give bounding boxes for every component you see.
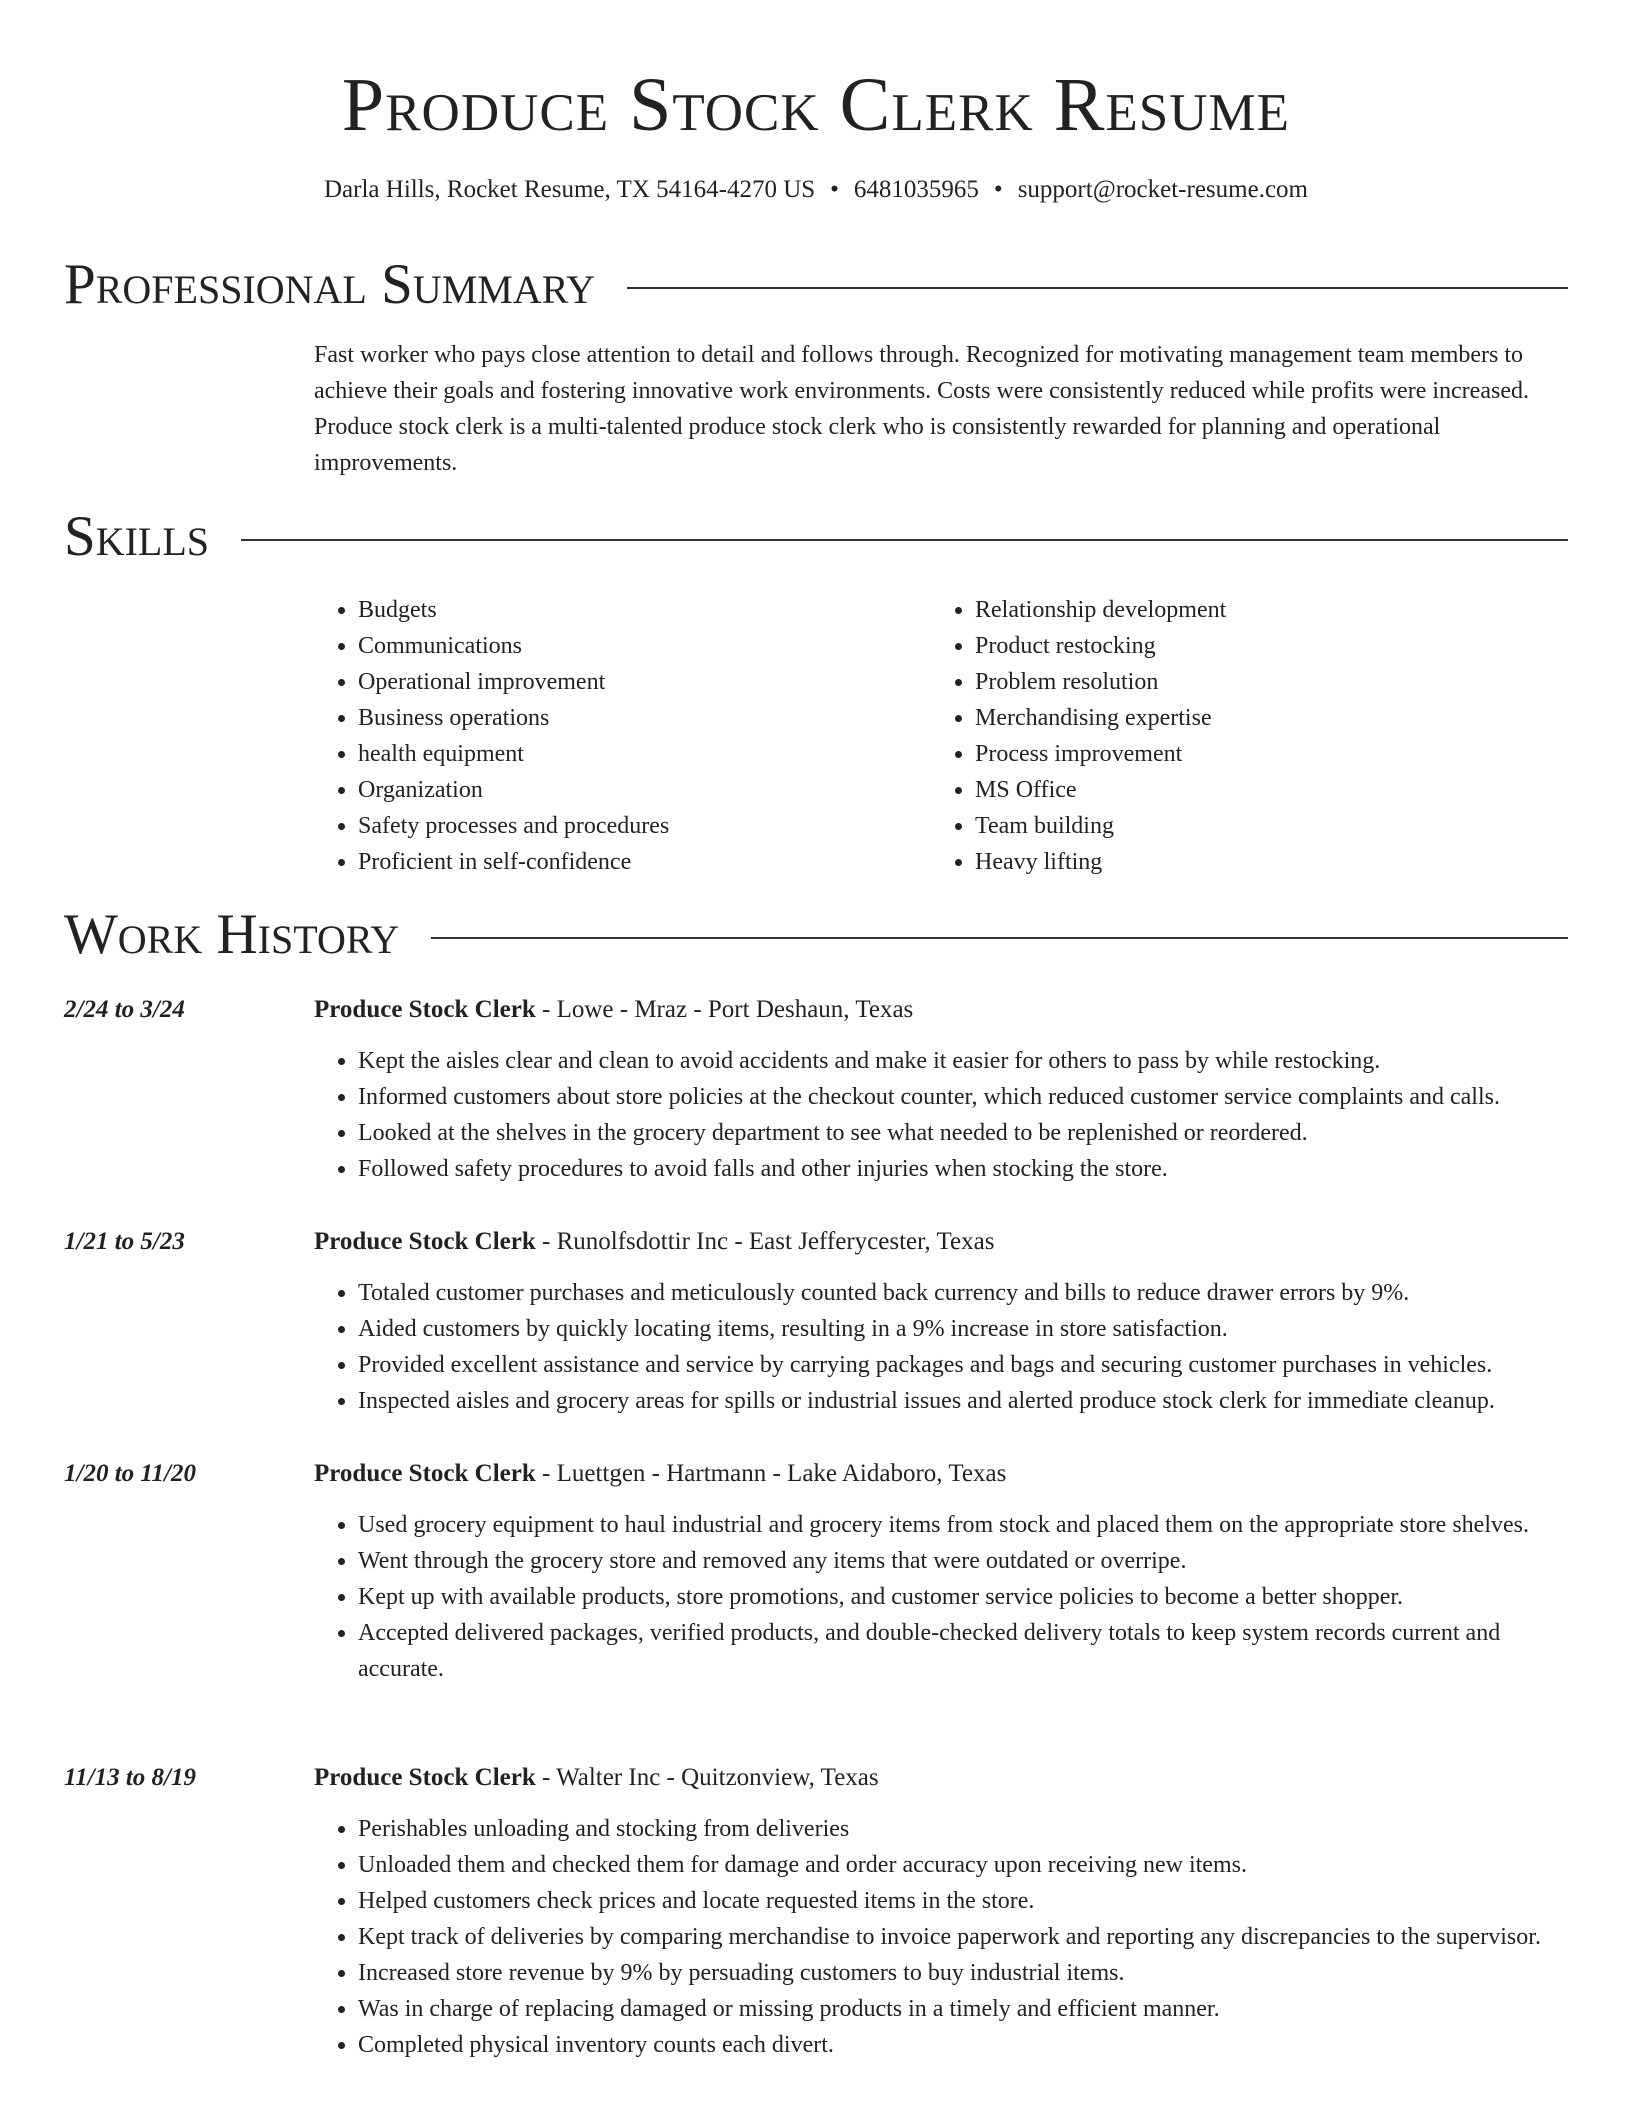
section-divider [431,937,1568,939]
job-bullet: • Increased store revenue by 9% by persuading customers to buy industrial items. [358,1955,1568,1991]
section-title-skills: Skills [64,505,210,568]
contact-line [0,174,1632,206]
job-bullet: • Unloaded them and checked them for damage and order accuracy upon receiving new items. [358,1847,1568,1883]
job-heading [314,1456,1568,1492]
section-header-skills [64,505,1568,569]
job-bullet: • Inspected aisles and grocery areas for spills or industrial issues and alerted produce stock clerk for immediate cleanup. [358,1383,1568,1419]
job-bullet: • Perishables unloading and stocking from deliveries [358,1811,1568,1847]
job-employer: - Luettgen - Hartmann - Lake Aidaboro, Texas [535,1460,1007,1487]
contact-phone: 6481035965 [853,176,979,203]
job-employer: - Lowe - Mraz - Port Deshaun, Texas [535,996,914,1023]
skill-item: • Safety processes and procedures [358,808,931,844]
job-bullet: • Totaled customer purchases and meticulously counted back currency and bills to reduce drawer errors by 9%. [358,1275,1568,1311]
job-heading [314,1224,1568,1260]
job-employer: - Walter Inc - Quitzonview, Texas [535,1764,879,1791]
job-bullet: • Aided customers by quickly locating items, resulting in a 9% increase in store satisfaction. [358,1311,1568,1347]
skill-item: • Proficient in self-confidence [358,844,931,880]
job-bullet: • Went through the grocery store and removed any items that were outdated or overripe. [358,1543,1568,1579]
job-heading [314,992,1568,1028]
section-title-summary: Professional Summary [64,253,596,316]
contact-address: Darla Hills, Rocket Resume, TX 54164-4270 US [324,176,816,203]
skill-item: • Organization [358,772,931,808]
job-bullet: • Accepted delivered packages, verified products, and double-checked delivery totals to keep system records current and accurate. [358,1615,1568,1687]
contact-separator: • [830,176,839,203]
section-header-work [64,903,1568,967]
job-bullet: • Completed physical inventory counts each divert. [358,2027,1568,2063]
job-bullets [314,1043,1568,1187]
skill-item: • Communications [358,628,931,664]
job-entry [64,1760,1568,2063]
job-title: Produce Stock Clerk [314,1460,536,1487]
job-bullet: • Provided excellent assistance and service by carrying packages and bags and securing customer purchases in vehicles. [358,1347,1568,1383]
skill-item: • Process improvement [975,736,1568,772]
job-bullet: • Kept track of deliveries by comparing merchandise to invoice paperwork and reporting any discrepancies to the supervisor. [358,1919,1568,1955]
skill-item: • Business operations [358,700,931,736]
summary-text: Fast worker who pays close attention to detail and follows through. Recognized for motivating management team members to achieve their goals and fostering innovative work environments. Costs were consistently reduced while profits were increased. Produce stock clerk is a multi-talented produce stock clerk who is consistently rewarded for planning and operational improvements. [314,342,1529,476]
skills-list [314,592,1568,880]
job-employer: - Runolfsdottir Inc - East Jefferycester, Texas [535,1228,995,1255]
skills-column-left [314,592,931,880]
job-dates: 1/20 to 11/20 [64,1460,196,1487]
job-entry [64,1456,1568,1687]
job-bullets [314,1811,1568,2063]
job-bullet: • Kept up with available products, store promotions, and customer service policies to become a better shopper. [358,1579,1568,1615]
job-bullet: • Informed customers about store policies at the checkout counter, which reduced customer service complaints and calls. [358,1079,1568,1115]
job-title: Produce Stock Clerk [314,1228,536,1255]
section-title-work: Work History [64,903,400,966]
skills-column-right [931,592,1568,880]
job-title: Produce Stock Clerk [314,996,536,1023]
job-bullet: • Kept the aisles clear and clean to avoid accidents and make it easier for others to pass by while restocking. [358,1043,1568,1079]
job-bullet: • Used grocery equipment to haul industrial and grocery items from stock and placed them on the appropriate store shelves. [358,1507,1568,1543]
job-bullet: • Was in charge of replacing damaged or missing products in a timely and efficient manner. [358,1991,1568,2027]
section-divider [241,539,1568,541]
job-entry [64,1224,1568,1419]
skill-item: • Budgets [358,592,931,628]
job-bullet: • Helped customers check prices and locate requested items in the store. [358,1883,1568,1919]
skill-item: • Team building [975,808,1568,844]
job-title: Produce Stock Clerk [314,1764,536,1791]
skill-item: • Problem resolution [975,664,1568,700]
skill-item: • Heavy lifting [975,844,1568,880]
job-bullets [314,1275,1568,1419]
skill-item: • MS Office [975,772,1568,808]
job-bullets [314,1507,1568,1687]
section-divider [627,287,1568,289]
contact-email[interactable]: support@rocket-resume.com [1017,176,1308,203]
skill-item: • Relationship development [975,592,1568,628]
job-bullet: • Looked at the shelves in the grocery department to see what needed to be replenished or reordered. [358,1115,1568,1151]
job-heading [314,1760,1568,1796]
job-bullet: • Followed safety procedures to avoid falls and other injuries when stocking the store. [358,1151,1568,1187]
skill-item: • health equipment [358,736,931,772]
contact-separator: • [993,176,1003,203]
job-dates: 2/24 to 3/24 [64,996,185,1023]
resume-title: Produce Stock Clerk Resume [341,63,1291,147]
job-dates: 1/21 to 5/23 [64,1228,185,1255]
section-header-summary [64,253,1568,317]
skill-item: • Operational improvement [358,664,931,700]
job-dates: 11/13 to 8/19 [64,1764,196,1791]
job-entry [64,992,1568,1187]
skill-item: • Merchandising expertise [975,700,1568,736]
skill-item: • Product restocking [975,628,1568,664]
